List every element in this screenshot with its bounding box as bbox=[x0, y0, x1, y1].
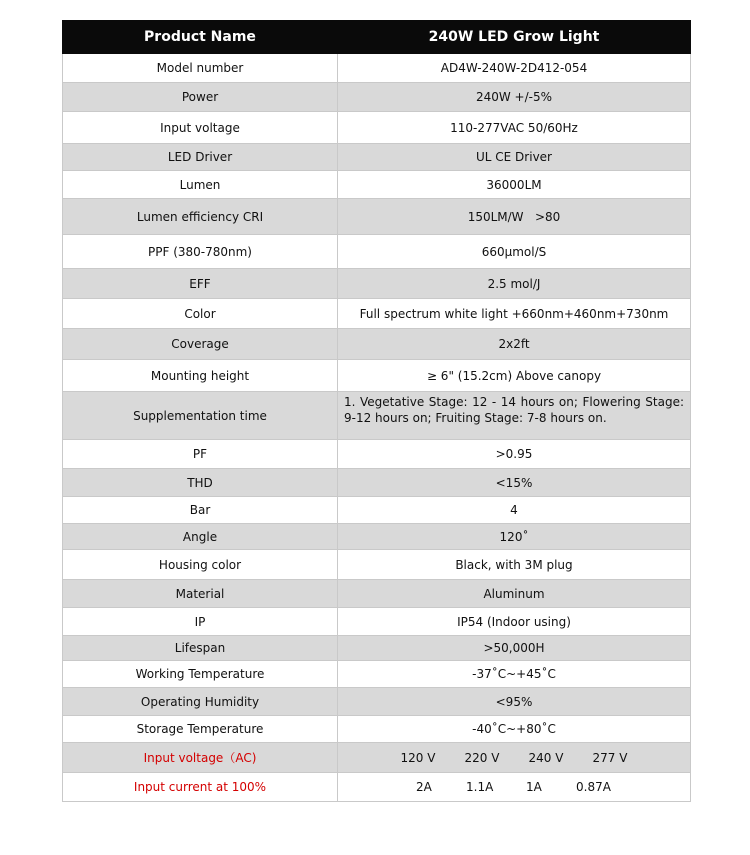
row-value: 150LM/W >80 bbox=[338, 199, 691, 235]
row-value: 1. Vegetative Stage: 12 - 14 hours on; Flowering Stage: 9-12 hours on; Fruiting Stage: 7-8 hours on. bbox=[338, 392, 691, 440]
current-value: 1A bbox=[526, 780, 542, 794]
voltage-value: 240 V bbox=[528, 750, 564, 765]
current-value: 0.87A bbox=[576, 780, 611, 794]
row-value: >50,000H bbox=[338, 636, 691, 661]
header-product-name: Product Name bbox=[63, 21, 338, 54]
row-label: Lumen bbox=[63, 171, 338, 199]
table-row bbox=[63, 360, 691, 392]
row-value: 120˚ bbox=[338, 524, 691, 550]
table-row bbox=[63, 144, 691, 171]
table-row bbox=[63, 299, 691, 329]
row-value: Full spectrum white light +660nm+460nm+730nm bbox=[338, 299, 691, 329]
row-value: Black, with 3M plug bbox=[338, 550, 691, 580]
row-label: Color bbox=[63, 299, 338, 329]
row-value: UL CE Driver bbox=[338, 144, 691, 171]
row-label: Storage Temperature bbox=[63, 716, 338, 743]
row-label: PPF (380-780nm) bbox=[63, 235, 338, 269]
input-voltage-label: Input voltage（AC) bbox=[63, 743, 338, 773]
table-row bbox=[63, 440, 691, 469]
table-row bbox=[63, 329, 691, 360]
table-row bbox=[63, 171, 691, 199]
table-row bbox=[63, 580, 691, 608]
table-row bbox=[63, 636, 691, 661]
table-row bbox=[63, 469, 691, 497]
row-label: THD bbox=[63, 469, 338, 497]
row-value: 110-277VAC 50/60Hz bbox=[338, 112, 691, 144]
table-row bbox=[63, 392, 691, 440]
table-row bbox=[63, 83, 691, 112]
row-label: Angle bbox=[63, 524, 338, 550]
input-current-values bbox=[338, 773, 691, 802]
row-label: Lifespan bbox=[63, 636, 338, 661]
table-row-current bbox=[63, 773, 691, 802]
table-row bbox=[63, 235, 691, 269]
table-row-voltage bbox=[63, 743, 691, 773]
voltage-value: 277 V bbox=[592, 750, 628, 765]
row-label: Housing color bbox=[63, 550, 338, 580]
row-value: AD4W-240W-2D412-054 bbox=[338, 54, 691, 83]
table-row bbox=[63, 661, 691, 688]
table-row bbox=[63, 550, 691, 580]
row-value: 2.5 mol/J bbox=[338, 269, 691, 299]
row-label: Mounting height bbox=[63, 360, 338, 392]
row-label: Operating Humidity bbox=[63, 688, 338, 716]
row-label: Material bbox=[63, 580, 338, 608]
row-label: LED Driver bbox=[63, 144, 338, 171]
input-voltage-values bbox=[338, 743, 691, 773]
row-value: >0.95 bbox=[338, 440, 691, 469]
row-value: 240W +/-5% bbox=[338, 83, 691, 112]
voltage-value: 220 V bbox=[464, 750, 500, 765]
input-current-label: Input current at 100% bbox=[63, 773, 338, 802]
row-value: IP54 (Indoor using) bbox=[338, 608, 691, 636]
table-row bbox=[63, 716, 691, 743]
table-row bbox=[63, 688, 691, 716]
row-value: 36000LM bbox=[338, 171, 691, 199]
row-label: Coverage bbox=[63, 329, 338, 360]
row-label: EFF bbox=[63, 269, 338, 299]
table-row bbox=[63, 497, 691, 524]
row-value: <15% bbox=[338, 469, 691, 497]
spec-table bbox=[62, 20, 691, 802]
row-value: Aluminum bbox=[338, 580, 691, 608]
row-label: IP bbox=[63, 608, 338, 636]
table-row bbox=[63, 608, 691, 636]
row-value: -37˚C~+45˚C bbox=[338, 661, 691, 688]
table-header bbox=[63, 21, 691, 54]
table-row bbox=[63, 269, 691, 299]
row-label: PF bbox=[63, 440, 338, 469]
row-value: ≥ 6" (15.2cm) Above canopy bbox=[338, 360, 691, 392]
row-label: Power bbox=[63, 83, 338, 112]
row-value: 2x2ft bbox=[338, 329, 691, 360]
row-value: 660μmol/S bbox=[338, 235, 691, 269]
row-label: Working Temperature bbox=[63, 661, 338, 688]
table-row bbox=[63, 524, 691, 550]
row-label: Model number bbox=[63, 54, 338, 83]
voltage-value: 120 V bbox=[400, 750, 436, 765]
row-label: Supplementation time bbox=[63, 392, 338, 440]
row-value: -40˚C~+80˚C bbox=[338, 716, 691, 743]
row-value: <95% bbox=[338, 688, 691, 716]
table-row bbox=[63, 112, 691, 144]
row-label: Input voltage bbox=[63, 112, 338, 144]
current-value: 2A bbox=[416, 780, 432, 794]
header-product-title: 240W LED Grow Light bbox=[338, 21, 691, 54]
table-row bbox=[63, 199, 691, 235]
row-label: Lumen efficiency CRI bbox=[63, 199, 338, 235]
row-label: Bar bbox=[63, 497, 338, 524]
row-value: 4 bbox=[338, 497, 691, 524]
current-value: 1.1A bbox=[466, 780, 494, 794]
table-row bbox=[63, 54, 691, 83]
